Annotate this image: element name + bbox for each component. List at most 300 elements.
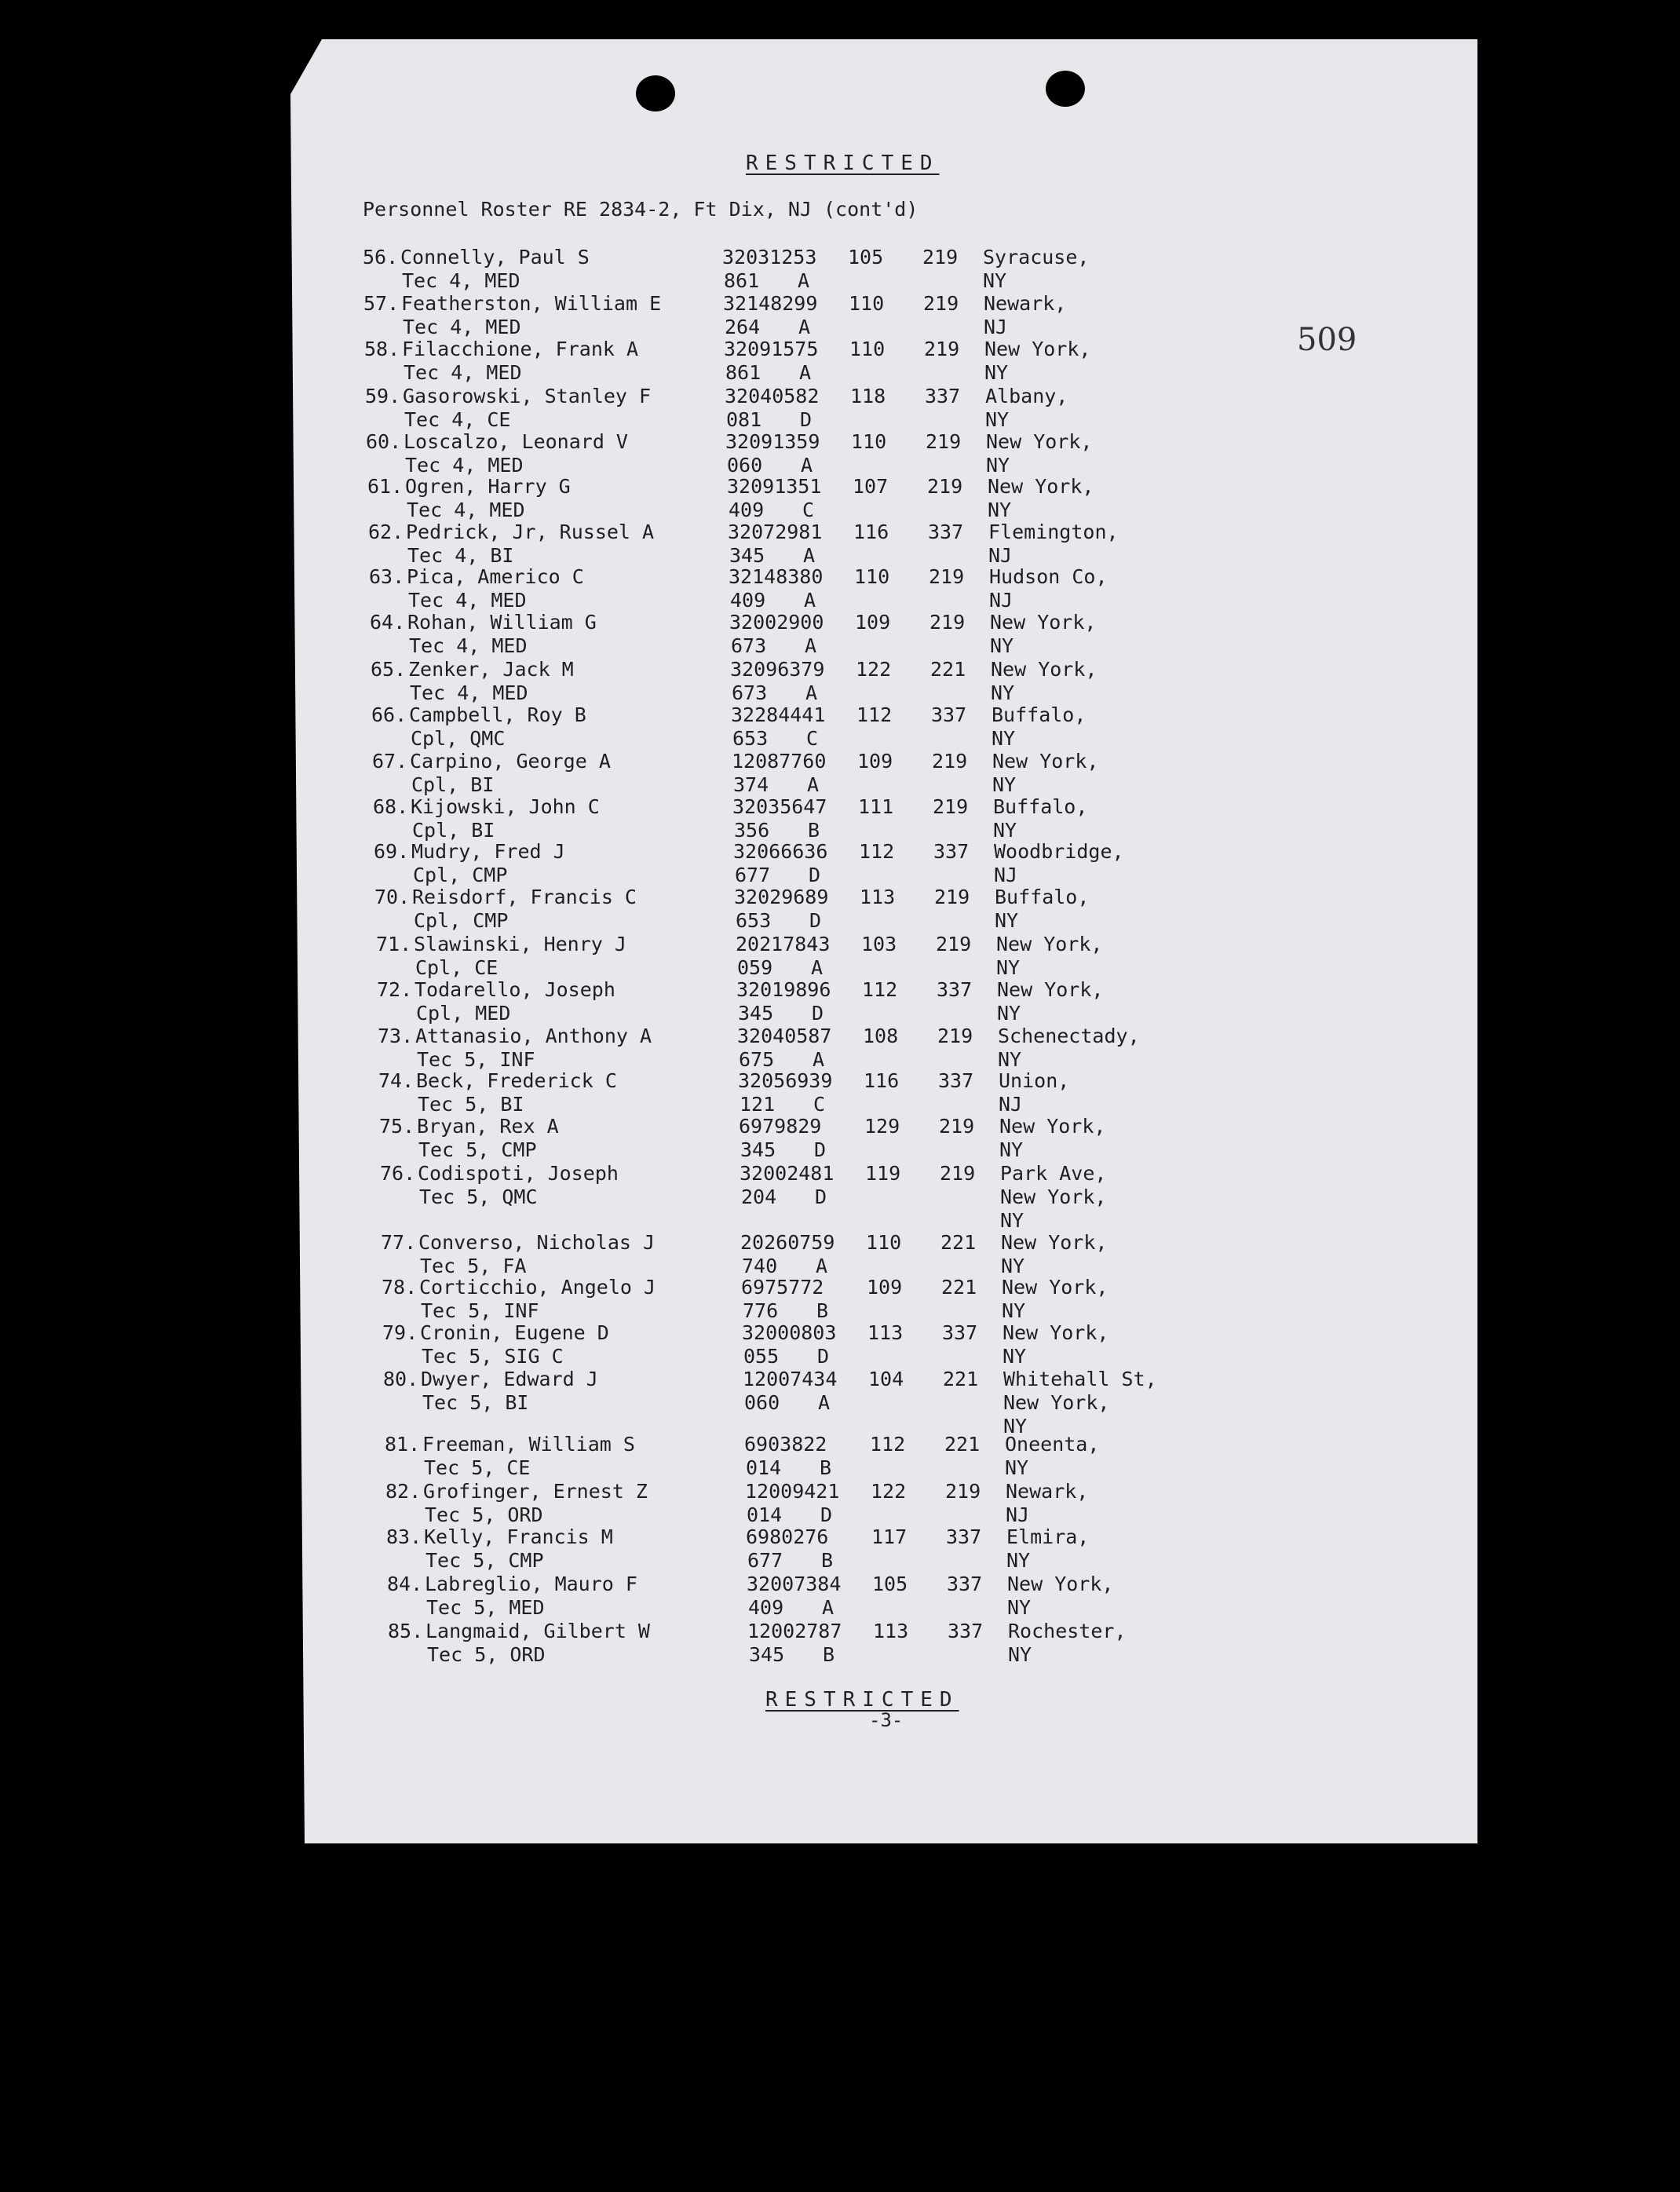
entry-col-a: 112 xyxy=(859,840,895,863)
entry-code: 861 xyxy=(725,361,761,384)
entry-city: NJ xyxy=(999,1093,1023,1116)
entry-city: NY xyxy=(986,454,1010,477)
entry-letter: D xyxy=(809,909,822,932)
entry-col-b: 219 xyxy=(945,1480,981,1503)
entry-col-b: 219 xyxy=(933,795,969,818)
entry-name: Zenker, Jack M xyxy=(408,658,574,681)
entry-rank: Tec 4, MED xyxy=(403,316,521,338)
entry-name: Grofinger, Ernest Z xyxy=(423,1480,648,1503)
entry-letter: A xyxy=(813,1048,825,1071)
entry-code: 673 xyxy=(731,634,767,657)
entry-city: NY xyxy=(1007,1596,1032,1619)
entry-city: Park Ave, xyxy=(1000,1162,1107,1185)
entry-name: Dwyer, Edward J xyxy=(421,1368,598,1390)
entry-city: New York, xyxy=(986,430,1093,453)
entry-serial: 32148299 xyxy=(723,292,818,315)
entry-letter: A xyxy=(805,681,818,704)
entry-serial: 6903822 xyxy=(744,1433,827,1456)
entry-code: 204 xyxy=(741,1186,777,1208)
entry-col-a: 109 xyxy=(867,1276,903,1299)
entry-letter: B xyxy=(820,1456,832,1479)
entry-rank: Tec 4, CE xyxy=(404,408,511,431)
entry-city: NY xyxy=(988,499,1012,521)
entry-number: 75. xyxy=(379,1115,415,1138)
entry-letter: A xyxy=(805,634,817,657)
entry-number: 61. xyxy=(367,475,404,498)
entry-serial: 12087760 xyxy=(732,750,827,773)
entry-col-a: 119 xyxy=(865,1162,901,1185)
entry-number: 84. xyxy=(387,1573,423,1595)
entry-city: NJ xyxy=(984,316,1008,338)
entry-col-b: 219 xyxy=(926,430,962,453)
entry-rank: Tec 5, MED xyxy=(426,1596,545,1619)
entry-name: Pedrick, Jr, Russel A xyxy=(406,521,655,543)
entry-col-b: 219 xyxy=(929,611,966,634)
entry-letter: B xyxy=(821,1549,834,1572)
entry-serial: 32148380 xyxy=(729,565,824,588)
entry-code: 014 xyxy=(747,1503,783,1526)
entry-letter: D xyxy=(800,408,813,431)
entry-col-b: 337 xyxy=(948,1620,984,1642)
entry-name: Codispoti, Joseph xyxy=(418,1162,619,1185)
page-stamp-number: 509 xyxy=(1297,322,1357,358)
entry-col-b: 219 xyxy=(939,1115,975,1138)
entry-letter: A xyxy=(818,1391,831,1414)
entry-rank: Tec 5, FA xyxy=(420,1255,527,1277)
entry-city: Whitehall St, xyxy=(1003,1368,1157,1390)
entry-col-a: 110 xyxy=(849,292,885,315)
entry-city: New York, xyxy=(999,1115,1106,1138)
entry-col-a: 104 xyxy=(868,1368,904,1390)
entry-city: New York, xyxy=(1001,1231,1108,1254)
entry-col-b: 219 xyxy=(937,1025,973,1047)
entry-col-b: 219 xyxy=(924,338,960,360)
entry-city: New York, xyxy=(988,475,1094,498)
entry-name: Todarello, Joseph xyxy=(415,978,615,1001)
entry-letter: A xyxy=(816,1255,828,1277)
restricted-header: RESTRICTED xyxy=(746,152,940,175)
entry-col-b: 219 xyxy=(927,475,963,498)
entry-name: Reisdorf, Francis C xyxy=(412,886,637,908)
entry-code: 409 xyxy=(748,1596,784,1619)
entry-city: NJ xyxy=(994,864,1018,886)
entry-letter: A xyxy=(822,1596,835,1619)
entry-rank: Tec 4, MED xyxy=(405,454,524,477)
entry-rank: Tec 4, MED xyxy=(410,681,528,704)
entry-serial: 6975772 xyxy=(741,1276,824,1299)
restricted-footer: RESTRICTED xyxy=(765,1688,959,1712)
entry-number: 57. xyxy=(363,292,400,315)
entry-letter: A xyxy=(811,956,824,979)
entry-serial: 32072981 xyxy=(728,521,823,543)
entry-city: Rochester, xyxy=(1008,1620,1127,1642)
entry-code: 740 xyxy=(742,1255,778,1277)
entry-city: NY xyxy=(985,408,1010,431)
entry-col-a: 110 xyxy=(854,565,890,588)
entry-letter: B xyxy=(816,1299,829,1322)
entry-city: New York, xyxy=(990,611,1097,634)
entry-code: 264 xyxy=(725,316,761,338)
entry-rank: Tec 5, CE xyxy=(424,1456,531,1479)
entry-serial: 20217843 xyxy=(736,933,831,955)
entry-city: New York, xyxy=(992,750,1099,773)
entry-rank: Tec 5, CMP xyxy=(418,1138,537,1161)
entry-rank: Cpl, MED xyxy=(416,1002,511,1025)
entry-name: Rohan, William G xyxy=(407,611,597,634)
entry-number: 58. xyxy=(364,338,400,360)
entry-code: 081 xyxy=(726,408,762,431)
entry-serial: 32029689 xyxy=(734,886,829,908)
entry-col-a: 113 xyxy=(867,1321,904,1344)
entry-number: 66. xyxy=(371,703,407,726)
entry-serial: 32284441 xyxy=(731,703,826,726)
entry-letter: C xyxy=(802,499,815,521)
entry-col-b: 337 xyxy=(931,703,967,726)
entry-name: Kijowski, John C xyxy=(411,795,600,818)
entry-number: 85. xyxy=(388,1620,424,1642)
entry-rank: Tec 4, MED xyxy=(404,361,522,384)
entry-city: New York, xyxy=(991,658,1097,681)
entry-code: 861 xyxy=(724,269,760,292)
entry-letter: A xyxy=(807,773,820,796)
entry-serial: 12009421 xyxy=(745,1480,840,1503)
entry-serial: 32096379 xyxy=(730,658,825,681)
entry-serial: 32066636 xyxy=(733,840,828,863)
entry-col-b: 337 xyxy=(947,1573,983,1595)
entry-serial: 32056939 xyxy=(738,1069,833,1092)
entry-number: 67. xyxy=(372,750,408,773)
entry-letter: A xyxy=(803,544,816,567)
entry-col-b: 221 xyxy=(944,1433,981,1456)
entry-number: 83. xyxy=(386,1525,422,1548)
entry-rank: Cpl, BI xyxy=(411,773,495,796)
entry-rank: Tec 5, BI xyxy=(418,1093,524,1116)
entry-serial: 20260759 xyxy=(740,1231,835,1254)
entry-code: 055 xyxy=(743,1345,780,1368)
entry-code: 409 xyxy=(730,589,766,612)
entry-col-b: 221 xyxy=(941,1276,977,1299)
entry-col-a: 113 xyxy=(860,886,896,908)
entry-city: New York, xyxy=(997,978,1104,1001)
entry-name: Attanasio, Anthony A xyxy=(415,1025,652,1047)
entry-rank: Tec 4, MED xyxy=(409,634,528,657)
entry-city: New York, xyxy=(1000,1186,1107,1208)
entry-code: 345 xyxy=(740,1138,776,1161)
entry-name: Slawinski, Henry J xyxy=(414,933,626,955)
entry-number: 59. xyxy=(365,385,401,407)
entry-col-a: 116 xyxy=(864,1069,900,1092)
entry-name: Loscalzo, Leonard V xyxy=(404,430,628,453)
entry-col-a: 109 xyxy=(855,611,891,634)
entry-code: 060 xyxy=(744,1391,780,1414)
entry-number: 82. xyxy=(385,1480,422,1503)
entry-number: 62. xyxy=(368,521,404,543)
entry-col-a: 112 xyxy=(870,1433,906,1456)
entry-col-a: 108 xyxy=(863,1025,899,1047)
entry-city: Schenectady, xyxy=(998,1025,1140,1047)
entry-serial: 32002481 xyxy=(740,1162,835,1185)
entry-name: Carpino, George A xyxy=(410,750,611,773)
entry-city: Newark, xyxy=(1006,1480,1089,1503)
entry-city: NY xyxy=(1005,1456,1029,1479)
entry-city: NJ xyxy=(988,544,1013,567)
entry-col-a: 107 xyxy=(853,475,889,498)
entry-code: 677 xyxy=(735,864,771,886)
entry-name: Ogren, Harry G xyxy=(405,475,571,498)
entry-number: 70. xyxy=(374,886,411,908)
entry-name: Gasorowski, Stanley F xyxy=(403,385,652,407)
entry-code: 345 xyxy=(729,544,765,567)
entry-name: Freeman, William S xyxy=(422,1433,635,1456)
entry-city: NY xyxy=(1006,1549,1031,1572)
entry-letter: D xyxy=(814,1138,827,1161)
entry-city: NY xyxy=(995,909,1019,932)
entry-city: NY xyxy=(1001,1255,1025,1277)
entry-code: 653 xyxy=(736,909,772,932)
entry-letter: C xyxy=(806,727,819,750)
entry-col-a: 112 xyxy=(856,703,893,726)
entry-letter: A xyxy=(799,361,812,384)
entry-city: Buffalo, xyxy=(992,703,1087,726)
entry-letter: D xyxy=(820,1503,833,1526)
entry-serial: 32000803 xyxy=(742,1321,837,1344)
entry-code: 059 xyxy=(737,956,773,979)
entry-col-a: 111 xyxy=(858,795,894,818)
entry-city: New York, xyxy=(996,933,1103,955)
entry-col-a: 110 xyxy=(849,338,886,360)
entry-rank: Cpl, BI xyxy=(412,819,495,842)
entry-col-a: 122 xyxy=(871,1480,907,1503)
entry-letter: D xyxy=(812,1002,824,1025)
entry-city: NY xyxy=(998,1048,1022,1071)
entry-city: NY xyxy=(999,1138,1024,1161)
entry-city: NY xyxy=(1002,1299,1026,1322)
entry-city: New York, xyxy=(1002,1276,1108,1299)
entry-serial: 32040582 xyxy=(725,385,820,407)
entry-col-b: 337 xyxy=(928,521,964,543)
entry-col-b: 219 xyxy=(932,750,968,773)
entry-number: 77. xyxy=(381,1231,417,1254)
entry-city: New York, xyxy=(1003,1321,1109,1344)
entry-number: 71. xyxy=(376,933,412,955)
entry-number: 68. xyxy=(373,795,409,818)
entry-city: Union, xyxy=(999,1069,1070,1092)
entry-city: Newark, xyxy=(984,292,1067,315)
entry-serial: 12007434 xyxy=(743,1368,838,1390)
entry-col-a: 113 xyxy=(873,1620,909,1642)
entry-letter: D xyxy=(815,1186,827,1208)
entry-serial: 32091575 xyxy=(724,338,819,360)
entry-number: 76. xyxy=(380,1162,416,1185)
entry-col-b: 337 xyxy=(938,1069,974,1092)
entry-city: Flemington, xyxy=(988,521,1119,543)
entry-serial: 32019896 xyxy=(736,978,831,1001)
entry-letter: D xyxy=(809,864,821,886)
entry-code: 374 xyxy=(733,773,769,796)
entry-code: 014 xyxy=(746,1456,782,1479)
entry-col-b: 337 xyxy=(942,1321,978,1344)
entry-rank: Cpl, CE xyxy=(415,956,499,979)
entry-number: 81. xyxy=(385,1433,421,1456)
entry-number: 79. xyxy=(382,1321,418,1344)
entry-name: Connelly, Paul S xyxy=(400,246,590,269)
entry-rank: Tec 5, ORD xyxy=(427,1643,546,1666)
entry-rank: Tec 5, CMP xyxy=(425,1549,544,1572)
entry-serial: 6980276 xyxy=(746,1525,829,1548)
entry-name: Filacchione, Frank A xyxy=(402,338,639,360)
entry-city: NY xyxy=(997,1002,1021,1025)
entry-number: 72. xyxy=(377,978,413,1001)
entry-col-a: 117 xyxy=(871,1525,908,1548)
entry-code: 776 xyxy=(743,1299,779,1322)
entry-number: 63. xyxy=(369,565,405,588)
entry-city: NJ xyxy=(989,589,1013,612)
entry-city: NJ xyxy=(1006,1503,1030,1526)
entry-city: Elmira, xyxy=(1006,1525,1090,1548)
entry-col-b: 219 xyxy=(940,1162,976,1185)
entry-col-b: 219 xyxy=(934,886,970,908)
entry-name: Featherston, William E xyxy=(401,292,662,315)
entry-number: 78. xyxy=(382,1276,418,1299)
entry-letter: D xyxy=(817,1345,830,1368)
entry-city: Buffalo, xyxy=(995,886,1090,908)
entry-col-a: 122 xyxy=(856,658,892,681)
entry-letter: B xyxy=(808,819,820,842)
entry-letter: B xyxy=(823,1643,835,1666)
entry-name: Mudry, Fred J xyxy=(411,840,565,863)
entry-name: Beck, Frederick C xyxy=(416,1069,617,1092)
entry-name: Labreglio, Mauro F xyxy=(425,1573,637,1595)
entry-rank: Tec 5, SIG C xyxy=(422,1345,564,1368)
entry-city: Buffalo, xyxy=(993,795,1088,818)
entry-col-a: 110 xyxy=(866,1231,902,1254)
entry-name: Corticchio, Angelo J xyxy=(419,1276,656,1299)
entry-col-b: 219 xyxy=(923,292,959,315)
entry-col-b: 221 xyxy=(940,1231,977,1254)
entry-city: NY xyxy=(992,773,1017,796)
entry-number: 65. xyxy=(371,658,407,681)
entry-col-b: 219 xyxy=(922,246,959,269)
entry-serial: 6979829 xyxy=(739,1115,822,1138)
entry-name: Campbell, Roy B xyxy=(409,703,586,726)
entry-code: 345 xyxy=(738,1002,774,1025)
entry-code: 345 xyxy=(749,1643,785,1666)
entry-code: 356 xyxy=(734,819,770,842)
entry-name: Pica, Americo C xyxy=(407,565,584,588)
entry-city: NY xyxy=(991,681,1015,704)
entry-col-b: 221 xyxy=(930,658,966,681)
entry-city: New York, xyxy=(984,338,1091,360)
entry-number: 74. xyxy=(378,1069,415,1092)
entry-city: Syracuse, xyxy=(983,246,1090,269)
entry-number: 60. xyxy=(366,430,402,453)
entry-serial: 32091351 xyxy=(727,475,822,498)
entry-city: Albany, xyxy=(985,385,1068,407)
entry-letter: A xyxy=(798,269,810,292)
entry-rank: Tec 4, MED xyxy=(407,499,525,521)
entry-col-a: 110 xyxy=(851,430,887,453)
entry-name: Converso, Nicholas J xyxy=(418,1231,656,1254)
entry-code: 060 xyxy=(727,454,763,477)
entry-rank: Tec 4, BI xyxy=(407,544,514,567)
entry-letter: A xyxy=(804,589,816,612)
entry-city: Oneenta, xyxy=(1005,1433,1100,1456)
entry-rank: Tec 4, MED xyxy=(402,269,520,292)
roster-title: Personnel Roster RE 2834-2, Ft Dix, NJ (cont'd) xyxy=(363,198,919,221)
entry-name: Bryan, Rex A xyxy=(417,1115,559,1138)
entry-city: New York, xyxy=(1003,1391,1110,1414)
entry-col-b: 219 xyxy=(929,565,965,588)
entry-rank: Tec 5, ORD xyxy=(425,1503,543,1526)
page-number: -3- xyxy=(869,1709,904,1731)
entry-serial: 32031253 xyxy=(722,246,817,269)
entry-col-a: 109 xyxy=(857,750,893,773)
entry-rank: Tec 5, QMC xyxy=(419,1186,538,1208)
entry-serial: 32091359 xyxy=(725,430,820,453)
entry-rank: Tec 4, MED xyxy=(408,589,527,612)
entry-city: New York, xyxy=(1007,1573,1114,1595)
entry-rank: Cpl, CMP xyxy=(413,864,508,886)
entry-code: 675 xyxy=(739,1048,775,1071)
entry-city: NY xyxy=(990,634,1014,657)
entry-name: Langmaid, Gilbert W xyxy=(425,1620,650,1642)
entry-letter: A xyxy=(801,454,813,477)
entry-code: 653 xyxy=(732,727,769,750)
entry-col-b: 337 xyxy=(925,385,961,407)
entry-col-b: 219 xyxy=(936,933,972,955)
entry-city: Woodbridge, xyxy=(994,840,1124,863)
entry-city: NY xyxy=(984,361,1009,384)
entry-code: 409 xyxy=(729,499,765,521)
entry-col-a: 118 xyxy=(850,385,886,407)
entry-city: NY xyxy=(992,727,1016,750)
entry-city: NY xyxy=(1003,1345,1027,1368)
entry-rank: Tec 5, INF xyxy=(421,1299,539,1322)
entry-col-a: 116 xyxy=(853,521,889,543)
entry-col-a: 105 xyxy=(848,246,884,269)
entry-number: 64. xyxy=(370,611,406,634)
entry-city: Hudson Co, xyxy=(989,565,1108,588)
entry-city: NY xyxy=(1003,1415,1028,1438)
entry-col-a: 129 xyxy=(864,1115,900,1138)
entry-col-b: 337 xyxy=(946,1525,982,1548)
entry-number: 80. xyxy=(383,1368,419,1390)
entry-code: 673 xyxy=(732,681,768,704)
entry-name: Cronin, Eugene D xyxy=(420,1321,609,1344)
entry-city: NY xyxy=(993,819,1017,842)
entry-city: NY xyxy=(1008,1643,1032,1666)
entry-col-b: 337 xyxy=(933,840,970,863)
entry-letter: C xyxy=(813,1093,826,1116)
entry-col-b: 337 xyxy=(937,978,973,1001)
entry-code: 677 xyxy=(747,1549,783,1572)
entry-col-a: 105 xyxy=(872,1573,908,1595)
entry-serial: 12002787 xyxy=(747,1620,842,1642)
entry-serial: 32035647 xyxy=(732,795,827,818)
entry-serial: 32007384 xyxy=(747,1573,842,1595)
entry-number: 56. xyxy=(363,246,399,269)
entry-name: Kelly, Francis M xyxy=(424,1525,613,1548)
entry-col-a: 112 xyxy=(862,978,898,1001)
entry-rank: Tec 5, INF xyxy=(417,1048,535,1071)
entry-serial: 32040587 xyxy=(737,1025,832,1047)
entry-col-b: 221 xyxy=(943,1368,979,1390)
entry-rank: Cpl, QMC xyxy=(411,727,506,750)
entry-number: 73. xyxy=(378,1025,414,1047)
entry-letter: A xyxy=(798,316,811,338)
entry-rank: Cpl, CMP xyxy=(414,909,509,932)
entry-rank: Tec 5, BI xyxy=(422,1391,529,1414)
